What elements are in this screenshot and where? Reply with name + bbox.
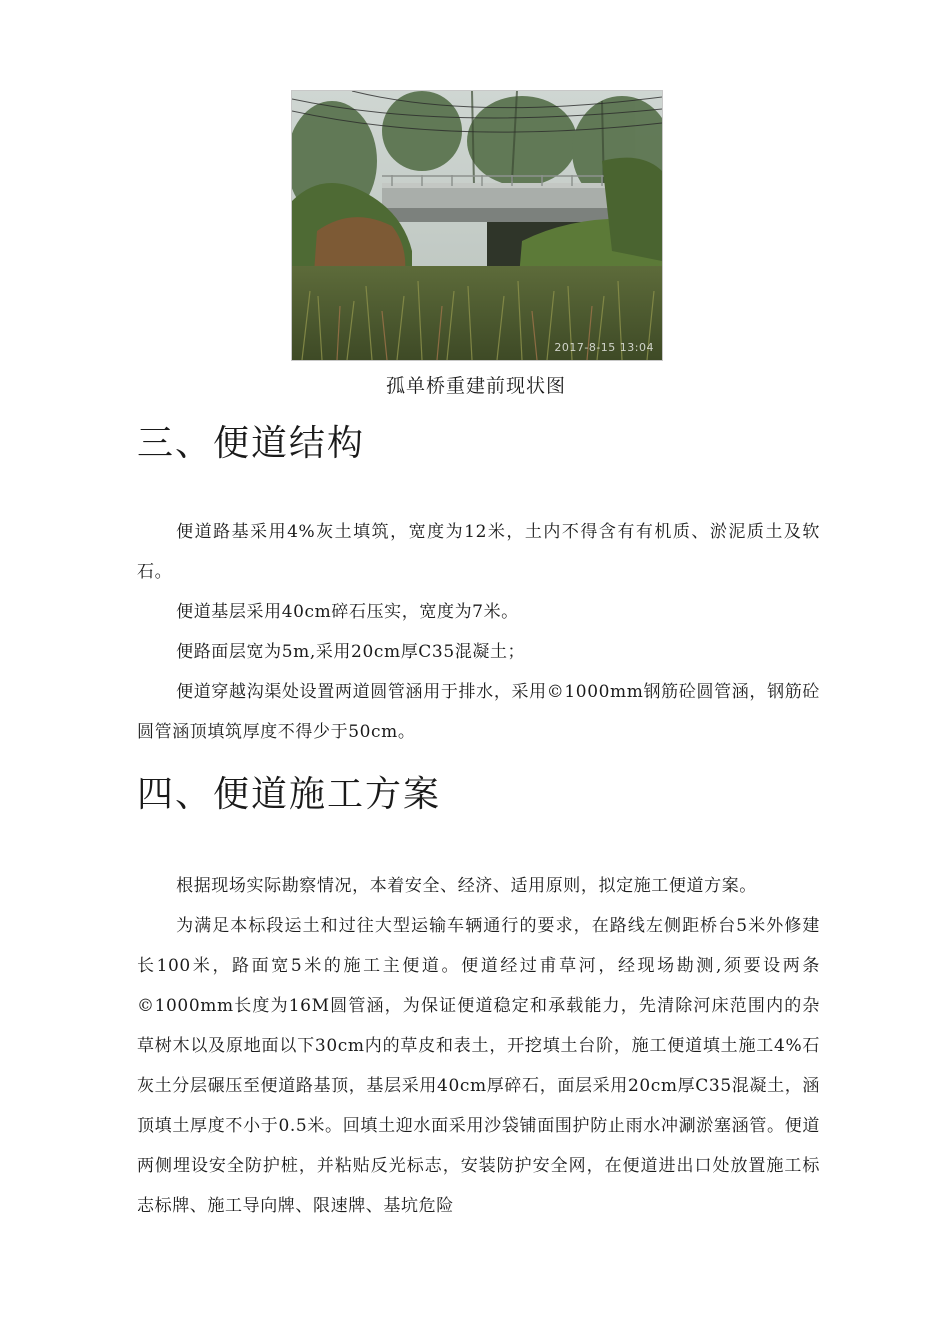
section-3-body bbox=[137, 512, 820, 752]
section-4-heading: 四、便道施工方案 bbox=[137, 774, 442, 815]
section-3-heading: 三、便道结构 bbox=[137, 423, 366, 464]
paragraph: 便道穿越沟渠处设置两道圆管涵用于排水，采用©1000mm钢筋砼圆管涵，钢筋砼圆管涵顶填筑厚度不得少于50cm。 bbox=[137, 682, 820, 742]
section-4-body bbox=[137, 866, 820, 1226]
photo-caption: 孤单桥重建前现状图 bbox=[385, 375, 566, 397]
bridge-photo-image bbox=[292, 91, 662, 360]
paragraph: 为满足本标段运土和过往大型运输车辆通行的要求，在路线左侧距桥台5米外修建长100米，路面宽5米的施工主便道。便道经过甫草河，经现场勘测,须要设两条©1000mm长度为16M圆管涵，为保证便道稳定和承载能力，先清除河床范围内的杂草树木以及原地面以下30cm内的草皮和表土，开挖填土台阶，施工便道填土施工4%石灰土分层碾压至便道路基顶，基层采用40cm厚碎石，面层采用20cm厚C35混凝土，涵顶填土厚度不小于0.5米。回填土迎水面采用沙袋铺面围护防止雨水冲涮淤塞涵管。便道两侧埋设安全防护桩，并粘贴反光标志，安装防护安全网，在便道进出口处放置施工标志标牌、施工导向牌、限速牌、基坑危险 bbox=[137, 916, 820, 1216]
paragraph: 便路面层宽为5m,采用20cm厚C35混凝土； bbox=[176, 642, 526, 662]
bridge-photo bbox=[291, 90, 663, 361]
paragraph: 便道基层采用40cm碎石压实，宽度为7米。 bbox=[176, 602, 519, 622]
paragraph: 根据现场实际勘察情况，本着安全、经济、适用原则，拟定施工便道方案。 bbox=[176, 876, 757, 896]
photo-timestamp: 2017-8-15 13:04 bbox=[554, 341, 654, 354]
paragraph: 便道路基采用4%灰土填筑，宽度为12米，土内不得含有有机质、淤泥质土及软石。 bbox=[137, 522, 820, 582]
